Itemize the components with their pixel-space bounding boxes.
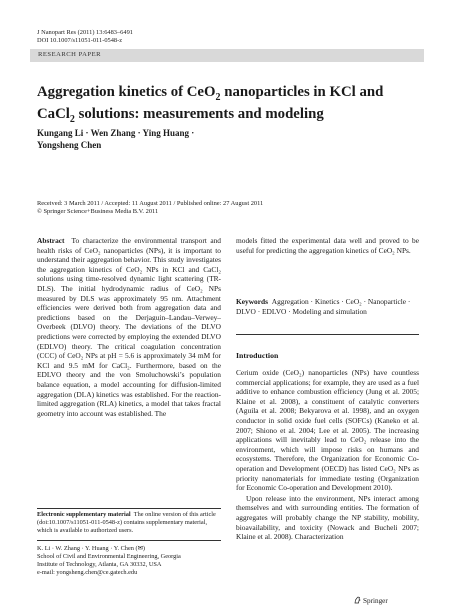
article-title: Aggregation kinetics of CeO$_2$ nanoparticles in KCl and CaCl$_2$ solutions: measurements and modeling [37, 84, 384, 125]
article-doi: DOI 10.1007/s11051-011-0548-z [37, 37, 123, 44]
introduction-body [236, 368, 419, 542]
abstract [37, 236, 221, 418]
footnote-divider [37, 508, 221, 509]
intro-paragraph: Upon release into the environment, NPs interact among themselves and with surrounding entities. The formation of aggregates will probably change the NP stability, mobility, bioavailability, and toxicity (Nowack and Bucheli 2007; Klaine et al. 2008). Characterization [236, 493, 419, 542]
article-type-label: RESEARCH PAPER [38, 51, 102, 58]
abstract-text: To characterize the environmental transport and health risks of CeO₂ nanoparticles (NPs), it is important to understand their aggregation behavior. This study investigates the aggregation kinetics of CeO₂ NPs in KCl and CaCl₂ solutions using time-resolved dynamic light scattering (TR-DLS). The initial hydrodynamic radius of CeO₂ NPs measured by DLS was approximately 95 nm. Attachment efficiencies were derived both from aggregation data and predictions based on the Derjaguin–Landau–Verwey–Overbeek (DLVO) theory. The deviations of the DLVO predictions were corrected by employing the extended DLVO (EDLVO) theory. The critical coagulation concentration (CCC) of CeO₂ NPs at pH = 5.6 is approximately 34 mM for KCl and 9.5 mM for CaCl₂. Furthermore, based on the EDLVO theory and the von Smoluchowski’s population balance equation, a model accounting for diffusion-limited aggregation (DLA) kinetics was established. For the reaction-limited aggregation (RLA) kinetics, a model that takes fractal geometry into account was established. The [37, 236, 221, 418]
section-divider [236, 334, 419, 335]
abstract-continuation: models fitted the experimental data well and proved to be useful for predicting the aggregation kinetics of CeO₂ NPs. [236, 236, 419, 255]
article-type-band [30, 49, 424, 62]
journal-citation: J Nanopart Res (2011) 13:6483–6491 [37, 29, 133, 36]
supplementary-note: Electronic supplementary material The online version of this article (doi:10.1007/s11051-011-0548-z) contains supplementary material, which is available to authorized users. [37, 511, 216, 534]
springer-horse-icon [354, 596, 361, 604]
publisher-name: Springer [363, 597, 388, 605]
article-dates: Received: 3 March 2011 / Accepted: 11 August 2011 / Published online: 27 August 2011 © Springer Science+Business Media B.V. 2011 [37, 200, 264, 215]
footnote-divider [37, 540, 221, 541]
keywords: Keywords Aggregation · Kinetics · CeO₂ · Nanoparticle · DLVO · EDLVO · Modeling and simulation [236, 297, 411, 316]
section-heading-introduction: Introduction [236, 351, 279, 360]
author-list: Kungang Li · Wen Zhang · Ying Huang · Yongsheng Chen [37, 128, 195, 150]
author-affiliation: K. Li · W. Zhang · Y. Huang · Y. Chen (✉) School of Civil and Environmental Engineering, Georgia Institute of Technology, Atlanta, GA 30332, USA e-mail: yongsheng.chen@ce.gatech.edu [37, 545, 181, 576]
abstract-label: Abstract [37, 236, 65, 245]
intro-paragraph: Cerium oxide (CeO₂) nanoparticles (NPs) have countless commercial applications; for example, they are used as a fuel additive to enhance combustion efficiency (Jung et al. 2005; Klaine et al. 2008), a constituent of catalytic converters (Aguila et al. 2008; Bekyarova et al. 1998), and an oxygen conductor in solid oxide fuel cells (SOFCs) (Kaneko et al. 2007; Shiono et al. 2004; Lee et al. 2005). The increasing applications will inevitably lead to CeO₂ release into the environment, which will impose risks on humans and ecosystems. Therefore, the Organization for Economic Co-operation and Development (OECD) has listed CeO₂ NPs as priority nanomaterials for immediate testing (Organization for Economic Co-operation and Development 2010). [236, 368, 419, 493]
publisher-mark [354, 596, 388, 605]
